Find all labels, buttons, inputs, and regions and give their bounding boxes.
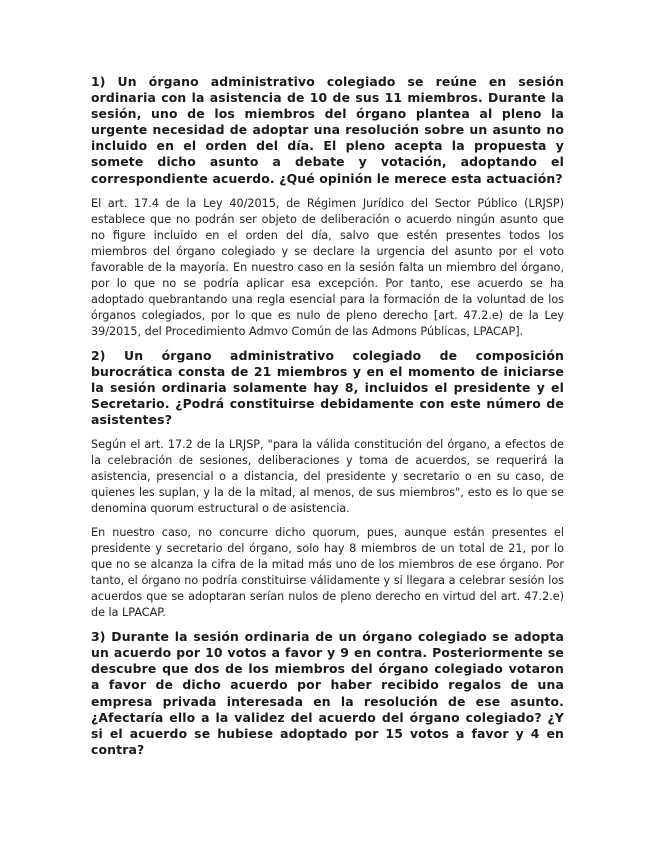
document-page [91,74,564,767]
question-3: 3) Durante la sesión ordinaria de un órgano colegiado se adopta un acuerdo por 10 votos a favor y 9 en contra. Posteriormente se descubre que dos de los miembros del órgano colegiado votaron a favor de dicho acuerdo por haber recibido regalos de una empresa privada interesada en la resolución de ese asunto. ¿Afectaría ello a la validez del acuerdo del órgano colegiado? ¿Y si el acuerdo se hubiese adoptado por 15 votos a favor y 4 en contra? [91,629,564,757]
answer-1: El art. 17.4 de la Ley 40/2015, de Régimen Jurídico del Sector Público (LRJSP) establece que no podrán ser objeto de deliberación o acuerdo ningún asunto que no figure incluido en el orden del día, salvo que estén presentes todos los miembros del órgano colegiado y se declare la urgencia del asunto por el voto favorable de la mayoría. En nuestro caso en la sesión falta un miembro del órgano, por lo que no se podría aplicar esa excepción. Por tanto, ese acuerdo se ha adoptado quebrantando una regla esencial para la formación de la voluntad de los órganos colegiados, por lo que es nulo de pleno derecho [art. 47.2.e) de la Ley 39/2015, del Procedimiento Admvo Común de las Admons Públicas, LPACAP]. [91,196,564,338]
answer-2-paragraph-1: Según el art. 17.2 de la LRJSP, "para la válida constitución del órgano, a efectos de la celebración de sesiones, deliberaciones y toma de acuerdos, se requerirá la asistencia, presencial o a distancia, del presidente y secretario o en su caso, de quienes les suplan, y la de la mitad, al menos, de sus miembros", esto es lo que se denomina quorum estructural o de asistencia. [91,438,564,516]
question-2: 2) Un órgano administrativo colegiado de composición burocrática consta de 21 miembros y en el momento de iniciarse la sesión ordinaria solamente hay 8, incluidos el presidente y el Secretario. ¿Podrá constituirse debidamente con este número de asistentes? [91,347,564,428]
question-1: 1) Un órgano administrativo colegiado se reúne en sesión ordinaria con la asistencia de 10 de sus 11 miembros. Durante la sesión, uno de los miembros del órgano plantea al pleno la urgente necesidad de adoptar una resolución sobre un asunto no incluido en el orden del día. El pleno acepta la propuesta y somete dicho asunto a debate y votación, adoptando el correspondiente acuerdo. ¿Qué opinión le merece esta actuación? [91,74,564,186]
answer-2-paragraph-2: En nuestro caso, no concurre dicho quorum, pues, aunque están presentes el presidente y secretario del órgano, solo hay 8 miembros de un total de 21, por lo que no se alcanza la cifra de la mitad más uno de los miembros de ese órgano. Por tanto, el órgano no podría constituirse válidamente y si llegara a celebrar sesión los acuerdos que se adoptaran serían nulos de pleno derecho en virtud del art. 47.2.e) de la LPACAP. [91,526,564,620]
